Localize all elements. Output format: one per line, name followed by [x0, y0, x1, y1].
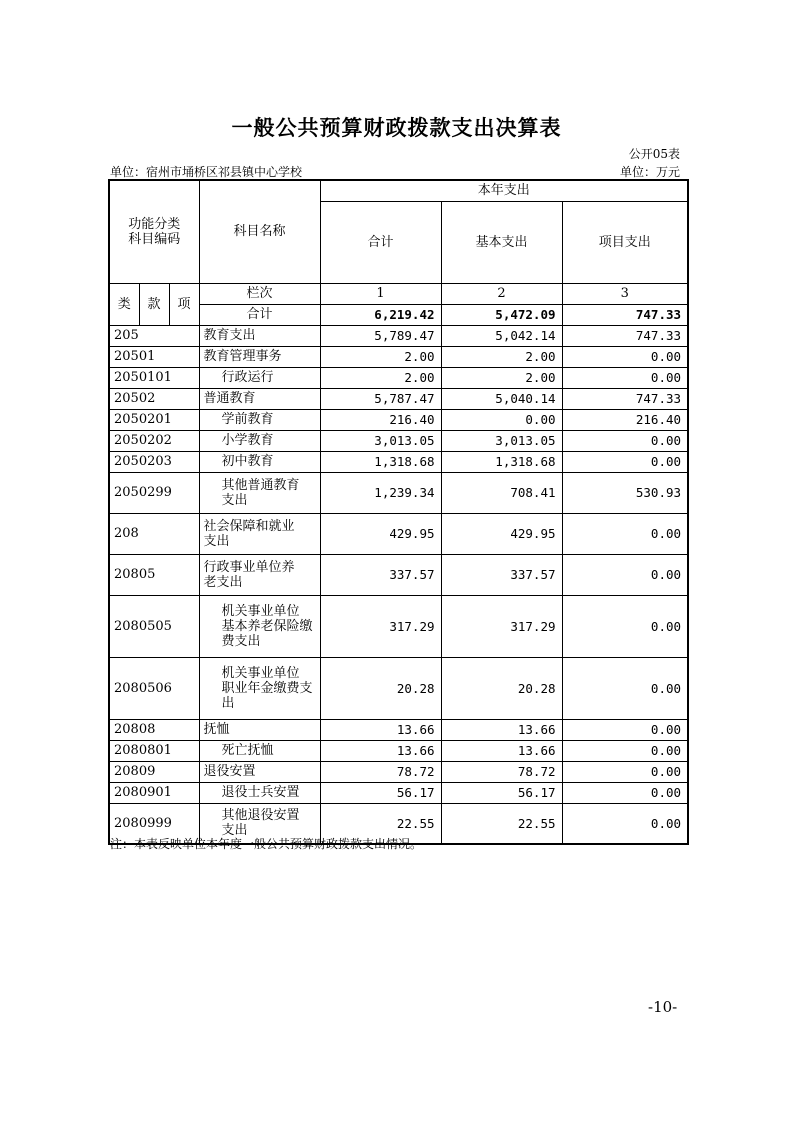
total-row-total: 6,219.42: [320, 304, 441, 325]
row-subject-name: 普通教育: [199, 388, 320, 409]
row-basic: 429.95: [441, 513, 562, 554]
table-row: [109, 782, 688, 803]
row-project: 0.00: [562, 782, 688, 803]
table-row: [109, 740, 688, 761]
row-total: 3,013.05: [320, 430, 441, 451]
row-subject-name: 初中教育: [199, 451, 320, 472]
row-total: 13.66: [320, 740, 441, 761]
page-number: -10-: [648, 998, 678, 1016]
table-row: [109, 409, 688, 430]
row-subject-name: 其他普通教育 支出: [199, 472, 320, 513]
col-number-2: 2: [441, 283, 562, 304]
row-total: 20.28: [320, 657, 441, 719]
row-code: 2050299: [109, 472, 199, 513]
row-code: 2080801: [109, 740, 199, 761]
row-basic: 78.72: [441, 761, 562, 782]
row-code: 208: [109, 513, 199, 554]
row-basic: 2.00: [441, 346, 562, 367]
row-project: 0.00: [562, 367, 688, 388]
row-basic: 5,040.14: [441, 388, 562, 409]
total-row-basic: 5,472.09: [441, 304, 562, 325]
table-row: [109, 513, 688, 554]
row-subject-name: 行政事业单位养 老支出: [199, 554, 320, 595]
row-project: 0.00: [562, 451, 688, 472]
total-row-label: 合计: [199, 304, 320, 325]
row-code: 2050202: [109, 430, 199, 451]
row-code: 20809: [109, 761, 199, 782]
row-basic: 22.55: [441, 803, 562, 844]
row-total: 13.66: [320, 719, 441, 740]
total-row-project: 747.33: [562, 304, 688, 325]
row-basic: 13.66: [441, 740, 562, 761]
unit-name: 单位：宿州市埇桥区祁县镇中心学校: [110, 165, 303, 179]
project-header: 项目支出: [562, 201, 688, 283]
row-subject-name: 死亡抚恤: [199, 740, 320, 761]
row-code: 2050101: [109, 367, 199, 388]
table-row: [109, 346, 688, 367]
row-subject-name: 其他退役安置 支出: [199, 803, 320, 844]
row-subject-name: 退役士兵安置: [199, 782, 320, 803]
row-subject-name: 教育支出: [199, 325, 320, 346]
form-code: 公开05表: [628, 147, 680, 161]
row-total: 1,239.34: [320, 472, 441, 513]
row-basic: 317.29: [441, 595, 562, 657]
expenditure-table: [108, 179, 689, 845]
row-basic: 5,042.14: [441, 325, 562, 346]
row-subject-name: 机关事业单位 职业年金缴费支 出: [199, 657, 320, 719]
row-total: 56.17: [320, 782, 441, 803]
total-header: 合计: [320, 201, 441, 283]
row-project: 0.00: [562, 595, 688, 657]
row-subject-name: 行政运行: [199, 367, 320, 388]
subject-name-header: 科目名称: [199, 180, 320, 283]
row-subject-name: 小学教育: [199, 430, 320, 451]
row-total: 2.00: [320, 346, 441, 367]
row-basic: 708.41: [441, 472, 562, 513]
table-row: [109, 472, 688, 513]
col-number-1: 1: [320, 283, 441, 304]
xiang-header: 项: [169, 283, 199, 325]
row-code: 2050201: [109, 409, 199, 430]
row-total: 1,318.68: [320, 451, 441, 472]
row-code: 20502: [109, 388, 199, 409]
row-subject-name: 教育管理事务: [199, 346, 320, 367]
lei-header: 类: [109, 283, 139, 325]
row-project: 0.00: [562, 803, 688, 844]
row-project: 0.00: [562, 719, 688, 740]
row-code: 2080505: [109, 595, 199, 657]
row-project: 747.33: [562, 388, 688, 409]
row-code: 2080506: [109, 657, 199, 719]
row-total: 5,789.47: [320, 325, 441, 346]
row-subject-name: 抚恤: [199, 719, 320, 740]
row-project: 0.00: [562, 740, 688, 761]
row-basic: 13.66: [441, 719, 562, 740]
func-class-header: 功能分类 科目编码: [109, 180, 199, 283]
row-project: 530.93: [562, 472, 688, 513]
row-project: 0.00: [562, 513, 688, 554]
row-total: 2.00: [320, 367, 441, 388]
row-code: 20808: [109, 719, 199, 740]
amount-unit: 单位：万元: [619, 165, 680, 179]
row-project: 216.40: [562, 409, 688, 430]
row-total: 337.57: [320, 554, 441, 595]
row-subject-name: 社会保障和就业 支出: [199, 513, 320, 554]
row-code: 205: [109, 325, 199, 346]
row-basic: 20.28: [441, 657, 562, 719]
row-total: 429.95: [320, 513, 441, 554]
row-basic: 1,318.68: [441, 451, 562, 472]
col-number-3: 3: [562, 283, 688, 304]
row-project: 0.00: [562, 554, 688, 595]
row-basic: 3,013.05: [441, 430, 562, 451]
row-project: 0.00: [562, 761, 688, 782]
row-code: 2080999: [109, 803, 199, 844]
row-basic: 56.17: [441, 782, 562, 803]
row-subject-name: 学前教育: [199, 409, 320, 430]
row-basic: 2.00: [441, 367, 562, 388]
row-project: 0.00: [562, 346, 688, 367]
table-row: [109, 367, 688, 388]
row-total: 216.40: [320, 409, 441, 430]
row-subject-name: 退役安置: [199, 761, 320, 782]
kuan-header: 款: [139, 283, 169, 325]
table-row: [109, 388, 688, 409]
row-basic: 337.57: [441, 554, 562, 595]
table-note: 注：本表反映单位本年度一般公共预算财政拨款支出情况。: [110, 837, 423, 851]
row-project: 747.33: [562, 325, 688, 346]
row-code: 2050203: [109, 451, 199, 472]
table-row: [109, 325, 688, 346]
table-row: [109, 451, 688, 472]
row-project: 0.00: [562, 657, 688, 719]
row-code: 2080901: [109, 782, 199, 803]
row-project: 0.00: [562, 430, 688, 451]
row-total: 317.29: [320, 595, 441, 657]
table-row: [109, 657, 688, 719]
table-row: [109, 761, 688, 782]
page-title: 一般公共预算财政拨款支出决算表: [231, 116, 562, 140]
lanci-label: 栏次: [199, 283, 320, 304]
current-year-header: 本年支出: [320, 180, 688, 201]
row-total: 22.55: [320, 803, 441, 844]
row-subject-name: 机关事业单位 基本养老保险缴 费支出: [199, 595, 320, 657]
table-row: [109, 595, 688, 657]
basic-header: 基本支出: [441, 201, 562, 283]
table-row: [109, 719, 688, 740]
row-code: 20805: [109, 554, 199, 595]
table-row: [109, 554, 688, 595]
table-row: [109, 430, 688, 451]
row-total: 78.72: [320, 761, 441, 782]
row-basic: 0.00: [441, 409, 562, 430]
row-total: 5,787.47: [320, 388, 441, 409]
row-code: 20501: [109, 346, 199, 367]
